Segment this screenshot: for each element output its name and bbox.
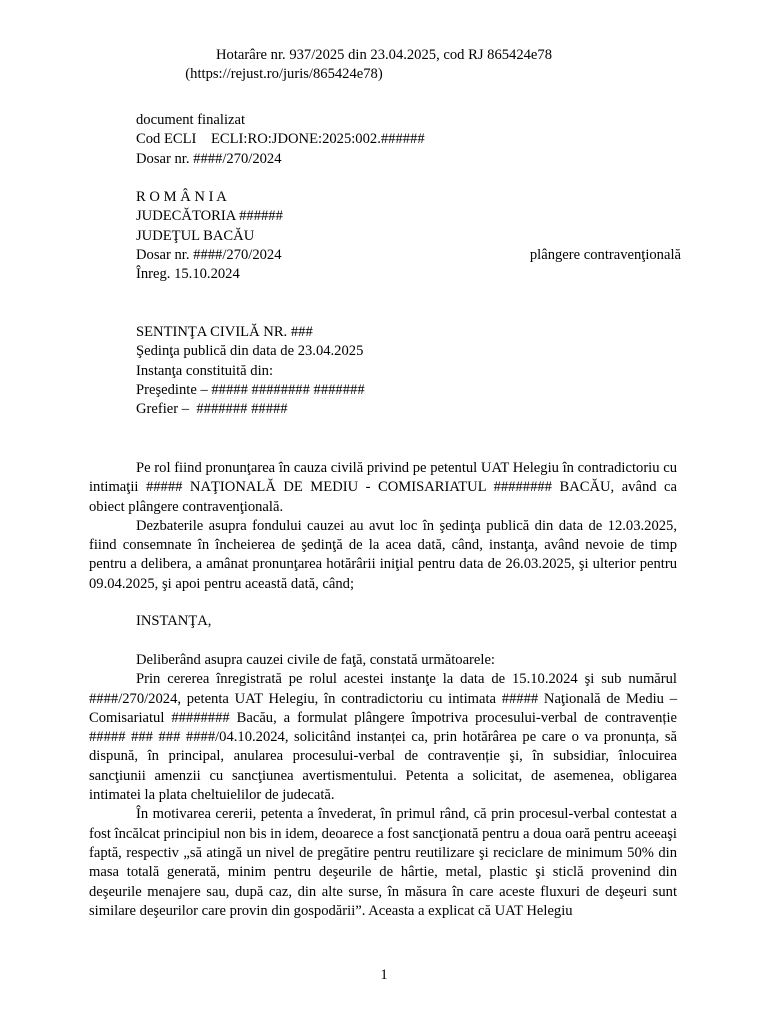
body-paragraph: Deliberând asupra cauzei civile de faţă, constată următoarele: [136,652,495,668]
dosar-row [136,246,681,265]
country-name: R O M Â N I A [136,189,227,205]
body-paragraph: Prin cererea înregistrată pe rolul acestei instanţe la data de 15.10.2024 şi sub numărul ####/270/2024, petenta UAT Helegiu, în contradictoriu cu intimata ##### Naţională de Mediu – Comisariatul ######## Bacău, a formulat plângere împotriva procesului-verbal de contravenție ##### ### ### ####/04.10.2024, solicitând instanței ca, prin hotărârea pe care o va pronunța, să dispună, în principal, anularea procesului-verbal de contravenție şi, în subsidiar, înlocuirea sancţiunii amenzii cu sancţiunea avertismentului. Petenta a solicitat, de asemenea, obligarea intimatei la plata cheltuielilor de judecată. [89,671,677,804]
document-header-url: (https://rejust.ro/juris/865424e78) [185,66,383,82]
ecli-code: Cod ECLI ECLI:RO:JDONE:2025:002.###### [136,131,425,148]
document-status: document finalizat [136,112,246,128]
intro-section [89,459,677,594]
court-president: Preşedinte – ##### ######## ####### [136,381,365,398]
dosar-number: Dosar nr. ####/270/2024 [136,150,282,167]
instanta-heading: INSTANŢA, [136,613,212,629]
sentence-title: SENTINŢA CIVILĂ NR. ### [136,324,313,340]
court-name: JUDECĂTORIA ###### [136,208,283,225]
body-section [89,651,677,921]
document-header-title: Hotarâre nr. 937/2025 din 23.04.2025, cod RJ 865424e78 [215,47,553,63]
court-constitution: Instanţa constituită din: [136,362,273,379]
court-dosar-number: Dosar nr. ####/270/2024 [136,246,282,263]
case-type: plângere contravenţională [529,246,681,263]
intro-paragraph: Pe rol fiind pronunţarea în cauza civilă privind pe petentul UAT Helegiu în contradictoriu cu intimaţii ##### NAŢIONALĂ DE MEDIU - COMISARIATUL ######## BACĂU, având ca obiect plângere contravenţională. [89,460,677,515]
sentence-info [136,323,681,419]
session-date: Şedinţa publică din data de 23.04.2025 [136,343,364,360]
page-number: 1 [380,967,388,983]
registration-date: Înreg. 15.10.2024 [136,266,240,283]
court-clerk: Grefier – ####### ##### [136,401,288,418]
document-meta [136,111,681,169]
county-name: JUDEŢUL BACĂU [136,227,255,244]
court-info [136,188,681,284]
body-paragraph: În motivarea cererii, petenta a învederat, în primul rând, că prin procesul-verbal contestat a fost încălcat principiul non bis in idem, deoarece a fost sancţionată pentru a doua oară pentru aceeaşi faptă, respectiv „să atingă un nivel de pregătire pentru reutilizare şi reciclare de minimum 50% din masa totală generată, minim pentru deşeurile de hârtie, metal, plastic şi sticlă provenind din deşeurile menajere sau, după caz, din alte surse, în măsura în care aceste fluxuri de deşeuri sunt similare deşeurilor care provin din gospodării”. Aceasta a explicat că UAT Helegiu [89,806,677,919]
intro-paragraph: Dezbaterile asupra fondului cauzei au avut loc în şedinţa publică din data de 12.03.2025, fiind consemnate în încheierea de şedinţă de la acea dată, când, instanţa, având nevoie de timp pentru a delibera, a amânat pronunţarea hotărârii iniţial pentru data de 26.03.2025, şi ulterior pentru 09.04.2025, şi apoi pentru această dată, când; [89,517,677,592]
